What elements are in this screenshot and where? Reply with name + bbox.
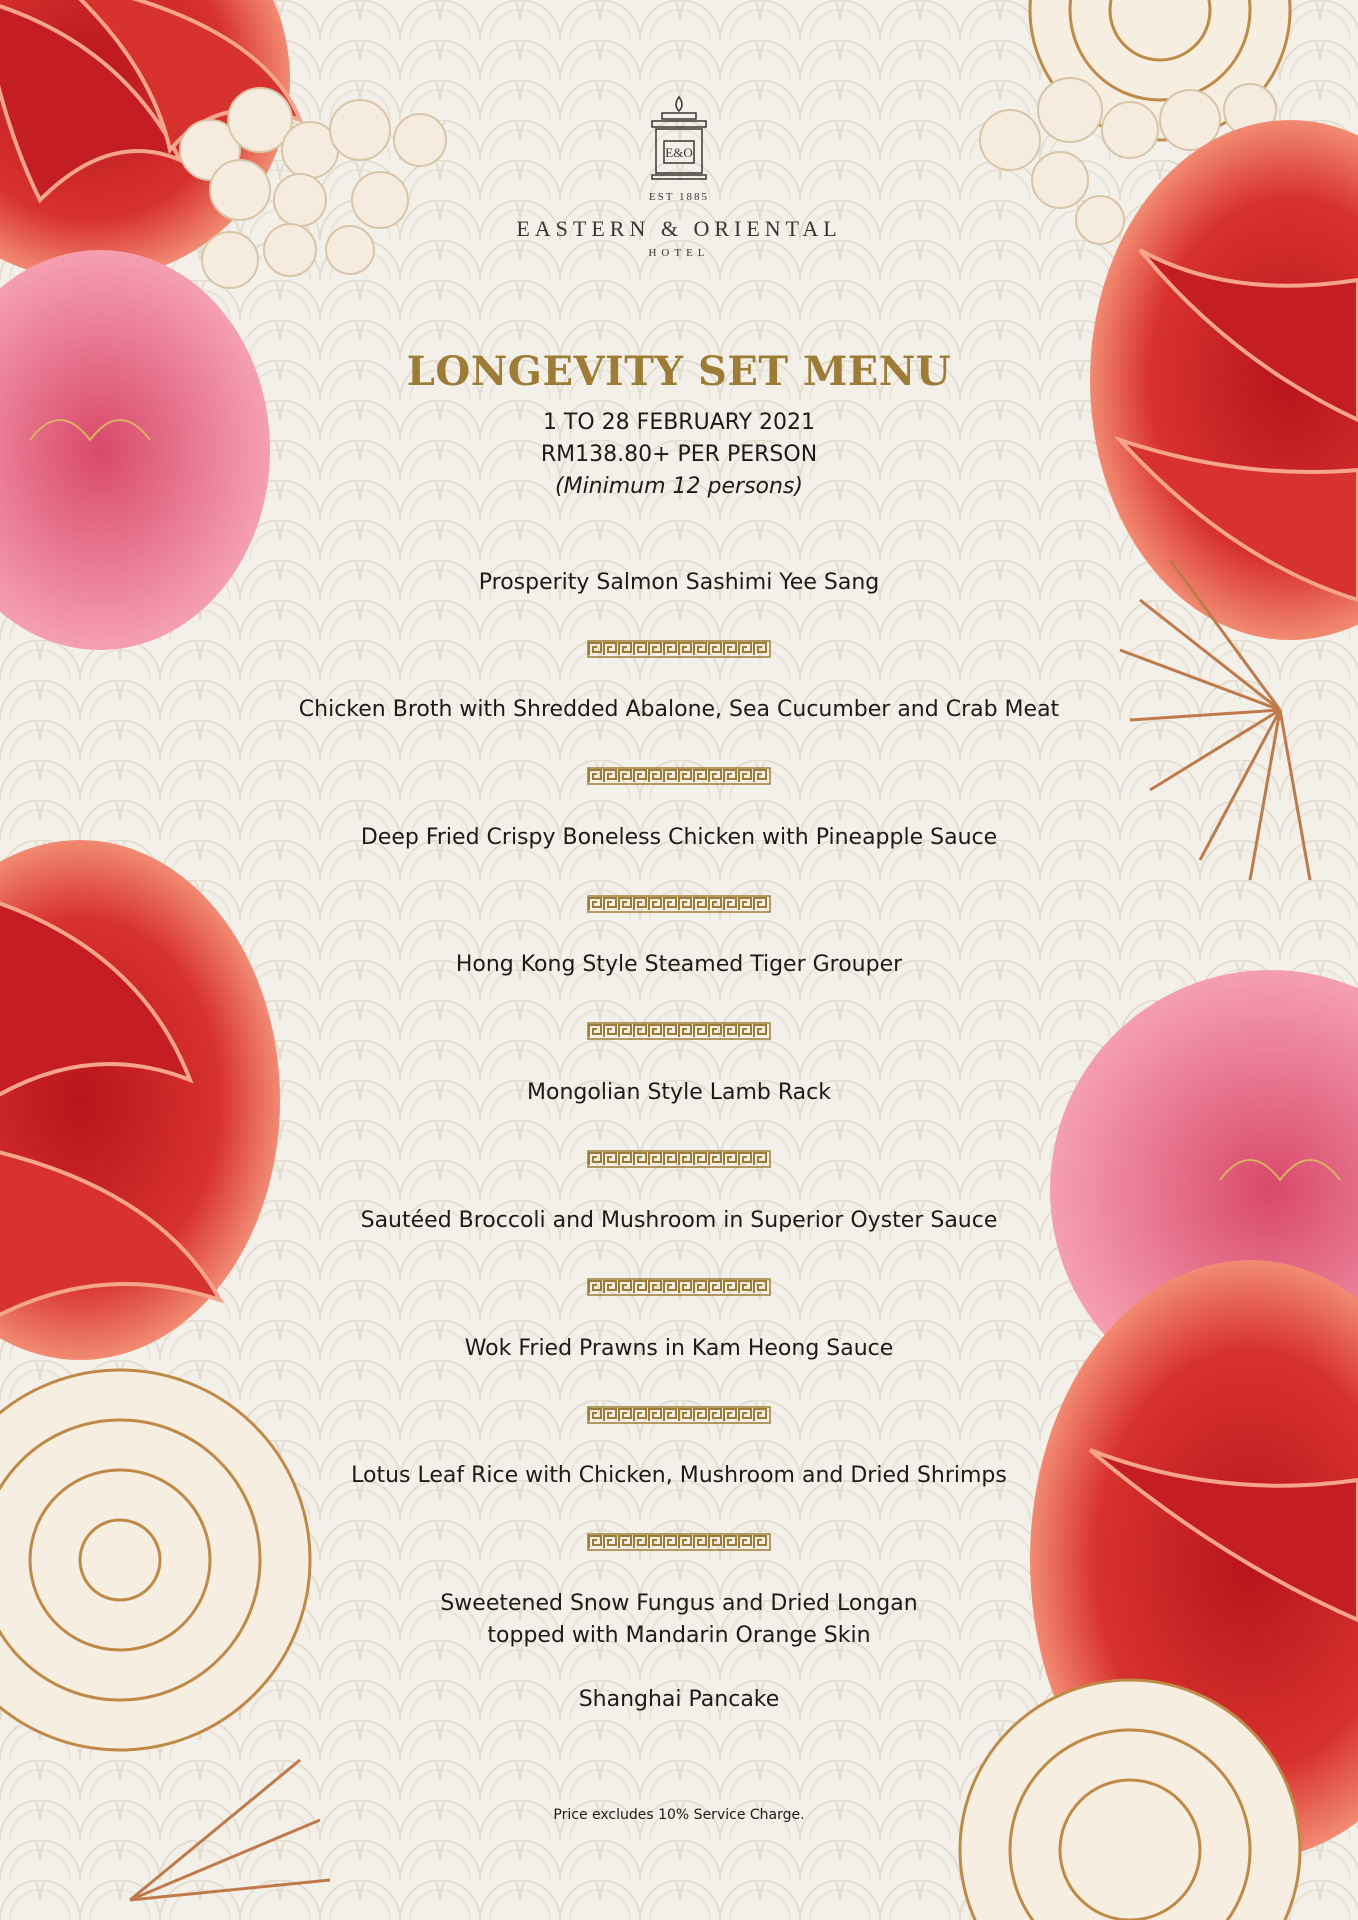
brand-subtitle: HOTEL [648, 247, 710, 259]
brand-name: EASTERN & ORIENTAL [516, 216, 842, 241]
fret-divider [587, 1406, 771, 1424]
menu-title: LONGEVITY SET MENU [406, 348, 952, 395]
fret-divider [587, 1533, 771, 1551]
dish-5: Mongolian Style Lamb Rack [527, 1080, 831, 1105]
dish-9-line-2: topped with Mandarin Orange Skin [487, 1623, 871, 1648]
dish-2: Chicken Broth with Shredded Abalone, Sea Cucumber and Crab Meat [298, 697, 1060, 722]
established-year: EST 1885 [648, 191, 710, 203]
fret-divider [587, 1150, 771, 1168]
dish-9-line-1: Sweetened Snow Fungus and Dried Longan [440, 1591, 918, 1616]
emblem-letters: E&O [665, 145, 693, 160]
menu-dates: 1 TO 28 FEBRUARY 2021 [542, 410, 816, 435]
price-note: Price excludes 10% Service Charge. [553, 1807, 805, 1823]
dish-8: Lotus Leaf Rice with Chicken, Mushroom and Dried Shrimps [351, 1463, 1007, 1488]
fret-divider [587, 895, 771, 913]
fret-divider [587, 767, 771, 785]
fret-divider [587, 1022, 771, 1040]
menu-price: RM138.80+ PER PERSON [540, 442, 818, 467]
dish-3: Deep Fried Crispy Boneless Chicken with Pineapple Sauce [360, 825, 998, 850]
lantern-emblem-icon [640, 95, 718, 190]
dish-1: Prosperity Salmon Sashimi Yee Sang [478, 570, 880, 595]
menu-minimum: (Minimum 12 persons) [555, 474, 803, 499]
dish-4: Hong Kong Style Steamed Tiger Grouper [455, 952, 903, 977]
fret-divider [587, 1278, 771, 1296]
dish-6: Sautéed Broccoli and Mushroom in Superior Oyster Sauce [360, 1208, 998, 1233]
dish-7: Wok Fried Prawns in Kam Heong Sauce [464, 1336, 894, 1361]
dish-10: Shanghai Pancake [578, 1687, 780, 1712]
fret-divider [587, 640, 771, 658]
